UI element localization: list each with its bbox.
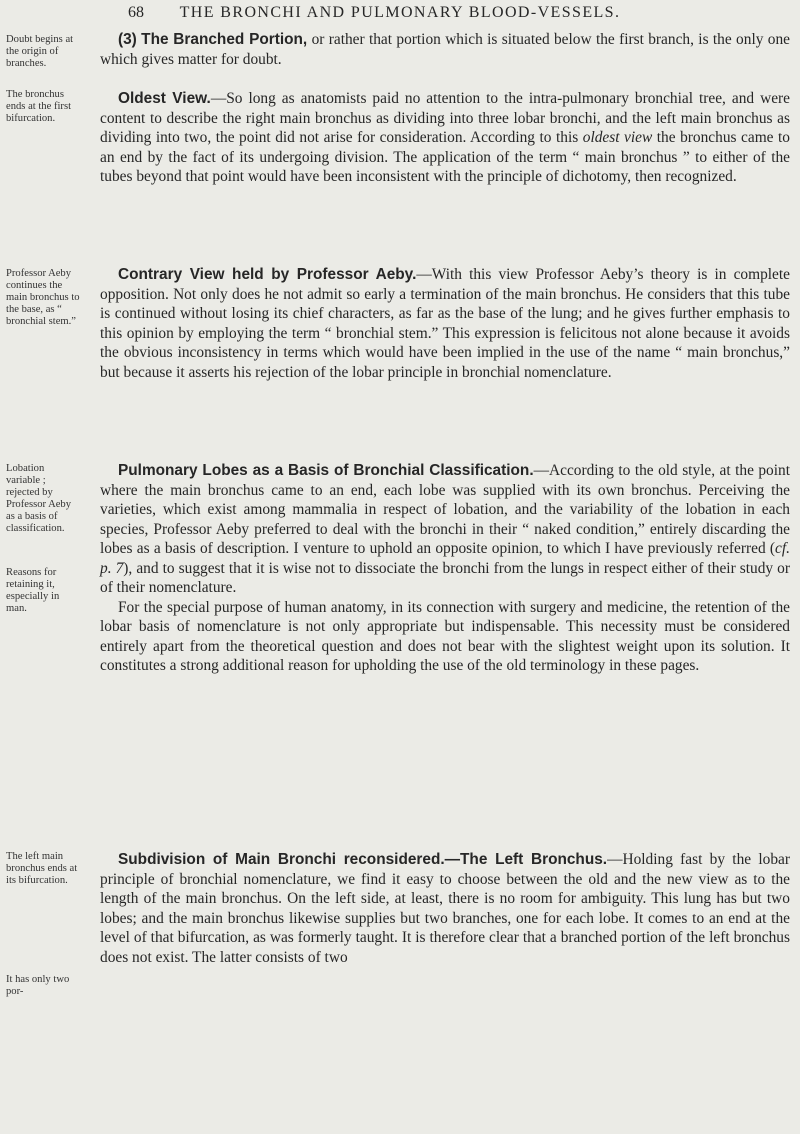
section-heading: Pulmonary Lobes as a Basis of Bronchial Classification. <box>118 462 534 479</box>
section-heading: Subdivision of Main Bronchi reconsidered.—The Left Bronchus. <box>118 851 608 868</box>
section-heading: Oldest View. <box>118 90 211 107</box>
italic-cf: cf. <box>775 540 790 557</box>
paragraph-oldest-view <box>100 89 790 187</box>
paragraph-text: the bronchus came to an end by the fact of its undergoing division. The application of the term “ main bronchus ” to either of the tubes beyond that point would have been inconsistent with the principle of dichotomy, then recognized. <box>100 129 790 185</box>
paragraph-contrary-view <box>100 265 790 382</box>
running-head-title: THE BRONCHI AND PULMONARY BLOOD-VESSELS. <box>179 4 621 21</box>
paragraph-text: —According to the old style, at the point where the main bronchus came to an end, each lobe was supplied with its own bronchus. Perceiving the varieties, which exist among mammalia in respect of lobation, and the variability of the lobation in each species, Professor Aeby preferred to deal with the bronchi in their “ naked condition,” entirely discarding the lobes as a basis of description. I venture to uphold an opposite opinion, to which I have previously referred ( <box>100 462 790 557</box>
margin-note: Doubt begins at the origin of branches. <box>6 34 74 69</box>
margin-note: The bronchus ends at the first bifurcation. <box>6 89 72 124</box>
paragraph-text: —So long as anatomists paid no attention to the intra-pulmonary bronchial tree, and were content to describe the right main bronchus as dividing into three lobar bronchi, and the left main bronchus as dividing into two, the point did not arise for consideration. According to this <box>100 90 790 146</box>
paragraph-text: —With this view Professor Aeby’s theory is in complete opposition. Not only does he not admit so early a termination of the main bronchus. He considers that this tube is continued without losing its chief characters, as far as the base of the lung; and he gives further emphasis to this opinion by employing the term “ bronchial stem.” This expression is felicitous not alone because it avoids the obvious inconsistency in terms which would have been implied in the use of the name “ main bronchus,” but because it asserts his rejection of the lobar principle in bronchial nomenclature. <box>100 266 790 381</box>
paragraph-text: —Holding fast by the lobar principle of bronchial nomenclature, we find it easy to choose between the old and the new view as to the length of the main bronchus. On the left side, at least, there is no room for ambiguity. This lung has but two lobes; and the main bronchus likewise supplies but two branches, one for each lobe. It comes to an end at the level of that bifurcation, as was formerly taught. It is therefore clear that a branched portion of the left bronchus does not exist. The latter consists of two <box>100 851 790 966</box>
italic-term: oldest view <box>582 129 653 146</box>
margin-note: Professor Aeby continues the main bronchus to the base, as “ bronchial stem.” <box>6 268 80 327</box>
running-head <box>0 4 800 22</box>
paragraph-pulmonary-lobes <box>100 461 790 676</box>
section-number: (3) <box>118 31 137 48</box>
paragraph-subdivision <box>100 850 790 967</box>
section-heading: Contrary View held by Professor Aeby. <box>118 266 417 283</box>
margin-note: Reasons for retaining it, especially in man. <box>6 567 60 614</box>
paragraph-text: or rather that portion which is situated below the first branch, is the only one which gives matter for doubt. <box>100 31 790 68</box>
paragraph-branched-portion <box>100 30 790 69</box>
margin-note: Lobation variable ; rejected by Professor Aeby as a basis of classification. <box>6 463 72 534</box>
page-reference: p. 7 <box>100 559 124 577</box>
margin-note: It has only two por- <box>6 974 70 997</box>
paragraph-human-anatomy: For the special purpose of human anatomy, in its connection with surgery and medicine, the retention of the lobar basis of nomenclature is not only appropriate but indispensable. This necessity must be considered entirely apart from the theoretical question and does not bear with the slightest weight upon its solution. It constitutes a strong additional reason for upholding the use of the old terminology in these pages. <box>100 598 790 674</box>
paragraph-text: ), and to suggest that it is wise not to dissociate the bronchi from the lungs in respect either of their study or of their nomenclature. <box>100 559 790 596</box>
page-number: 68 <box>128 4 144 21</box>
margin-note: The left main bronchus ends at its bifurcation. <box>6 851 78 886</box>
section-heading: The Branched Portion, <box>141 31 308 48</box>
